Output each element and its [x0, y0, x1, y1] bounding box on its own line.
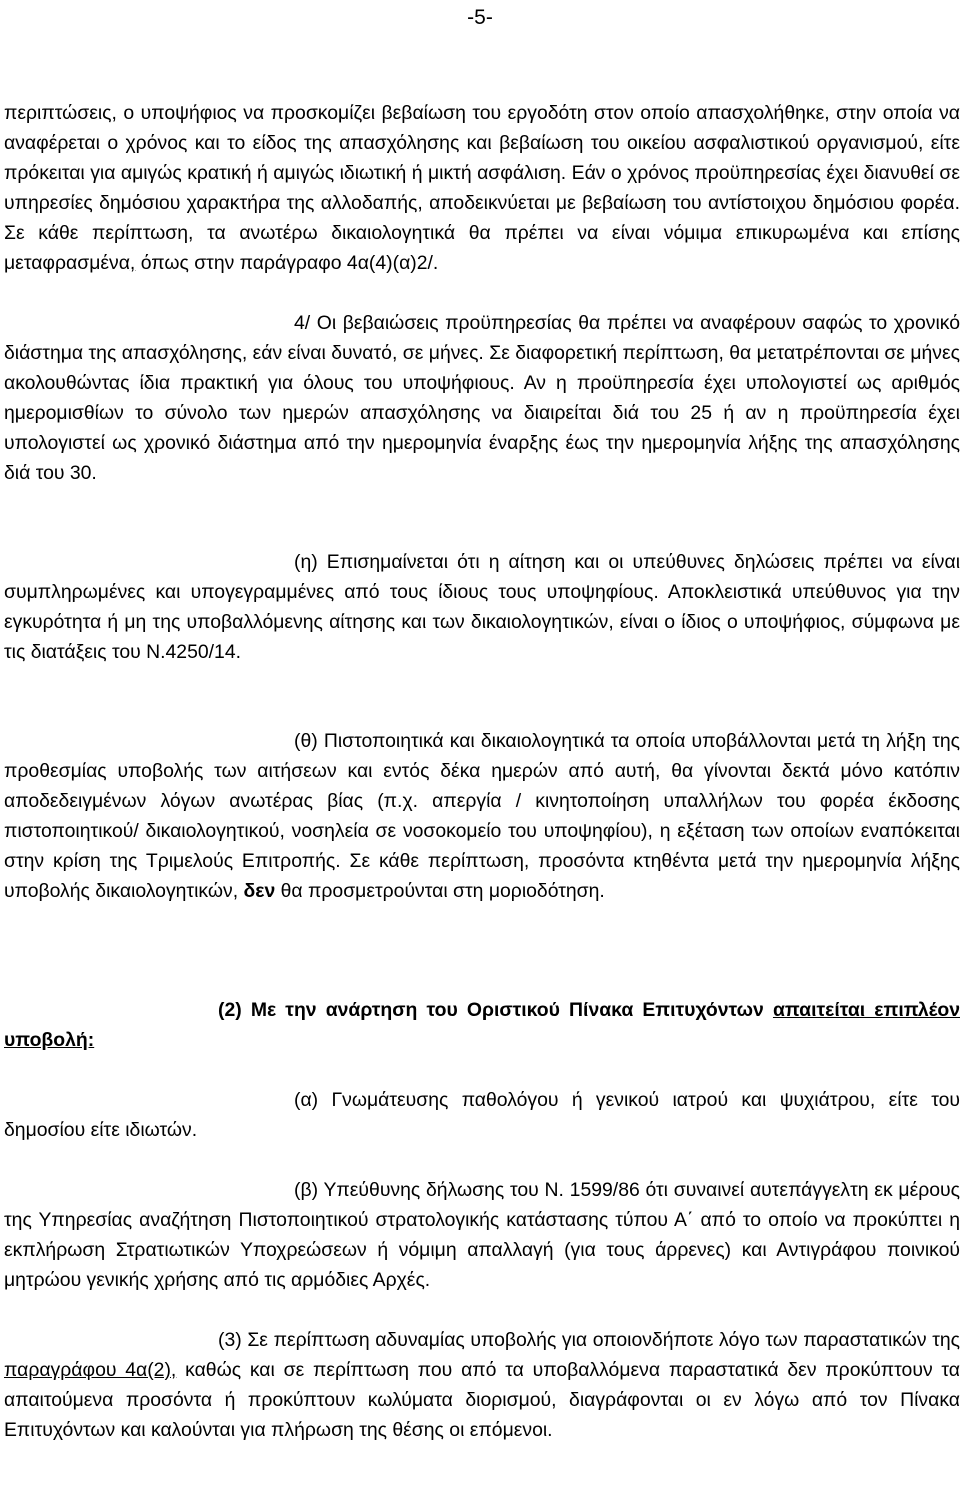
spacer — [4, 1145, 960, 1175]
spacer — [4, 488, 960, 547]
spacer — [4, 278, 960, 308]
spacer — [4, 906, 960, 965]
page-number: -5- — [467, 6, 493, 29]
paragraph-eta: (η) Επισημαίνεται ότι η αίτηση και οι υπεύθυνες δηλώσεις πρέπει να είναι συμπληρωμένες και υπογεγραμμένες από τους ίδιους τους υποψηφίους. Αποκλειστικά υπεύθυνος για την εγκυρότητα ή μη της υποβαλλόμενης αίτησης και των δικαιολογητικών, είναι ο ίδιος ο υποψήφιος, σύμφωνα με τις διατάξεις του Ν.4250/14. — [4, 551, 960, 663]
footnote-4: 4/ Οι βεβαιώσεις προϋπηρεσίας θα πρέπει να αναφέρουν σαφώς το χρονικό διάστημα της απασχόλησης, εάν είναι δυνατό, σε μήνες. Σε διαφορετική περίπτωση, θα μετατρέπονται σε μήνες ακολουθώντας ίδια πρακτική για όλους του υποψήφιους. Αν η προϋπηρεσία έχει υπολογιστεί ως αριθμός ημερομισθίων το σύνολο των ημερών απασχόλησης να διαιρείται διά του 25 ή αν η προϋπηρεσία έχει υπολογιστεί ως χρονικό διάστημα από την ημερομηνία έναρξης έως την ημερομηνία λήξης της απασχόλησης διά του 30. — [4, 312, 960, 484]
paragraph-theta: (θ) Πιστοποιητικά και δικαιολογητικά τα οποία υποβάλλονται μετά τη λήξη της προθεσμίας υποβολής των αιτήσεων και εντός δέκα ημερών από αυτή, θα γίνονται δεκτά μόνο κατόπιν αποδεδειγμένων λόγων ανωτέρας βίας (π.χ. απεργία / κινητοποίηση υπαλλήλων του φορέα έκδοσης πιστοποιητικού/ δικαιολογητικού, νοσηλεία σε νοσοκομείο του υποψηφίου), η εξέταση των οποίων εναπόκειται στην κρίση της Τριμελούς Επιτροπής. Σε κάθε περίπτωση, προσόντα κτηθέντα μετά την ημερομηνία λήξης υποβολής δικαιολογητικών, δεν θα προσμετρούνται στη μοριοδότηση. — [4, 730, 960, 902]
spacer — [4, 667, 960, 726]
spacer — [4, 965, 960, 995]
paragraph-2-heading: (2) Με την ανάρτηση του Οριστικού Πίνακα Επιτυχόντων απαιτείται επιπλέον υποβολή: — [4, 999, 960, 1051]
paragraph-service-certificates: περιπτώσεις, ο υποψήφιος να προσκομίζει βεβαίωση του εργοδότη στον οποίο απασχολήθηκε, στην οποία να αναφέρεται ο χρόνος και το είδος της απασχόλησης και βεβαίωση του οικείου ασφαλιστικού οργανισμού, είτε πρόκειται για αμιγώς κρατική ή αμιγώς ιδιωτική ή μικτή ασφάλιση. Εάν ο χρόνος προϋπηρεσίας έχει διανυθεί σε υπηρεσίες δημόσιου χαρακτήρα της αλλοδαπής, αποδεικνύεται με βεβαίωση του αντίστοιχου δημόσιου φορέα. Σε κάθε περίπτωση, τα ανωτέρω δικαιολογητικά θα πρέπει να είναι νόμιμα επικυρωμένα και επίσης μεταφρασμένα, όπως στην παράγραφο 4α(4)(α)2/. — [4, 102, 960, 274]
spacer — [4, 1055, 960, 1085]
spacer — [4, 1295, 960, 1325]
paragraph-beta: (β) Υπεύθυνης δήλωσης του Ν. 1599/86 ότι συναινεί αυτεπάγγελτη εκ μέρους της Υπηρεσίας αναζήτηση Πιστοποιητικού στρατολογικής κατάστασης τύπου Α΄ από το οποίο να προκύπτει η εκπλήρωση Στρατιωτικών Υποχρεώσεων ή νόμιμη απαλλαγή (για τους άρρενες) και Αντιγράφου ποινικού μητρώου γενικής χρήσης από τις αρμόδιες Αρχές. — [4, 1179, 960, 1291]
paragraph-3: (3) Σε περίπτωση αδυναμίας υποβολής για οποιονδήποτε λόγο των παραστατικών της παραγράφου 4α(2), καθώς και σε περίπτωση που από τα υποβαλλόμενα παραστατικά δεν προκύπτουν τα απαιτούμενα προσόντα ή προκύπτουν κωλύματα διορισμού, διαγράφονται οι εν λόγω από τον Πίνακα Επιτυχόντων και καλούνται για πλήρωση της θέσης οι επόμενοι. — [4, 1329, 960, 1441]
paragraph-alpha: (α) Γνωμάτευσης παθολόγου ή γενικού ιατρού και ψυχιάτρου, είτε του δημοσίου είτε ιδιωτών. — [4, 1089, 960, 1141]
document-body — [4, 98, 960, 1445]
